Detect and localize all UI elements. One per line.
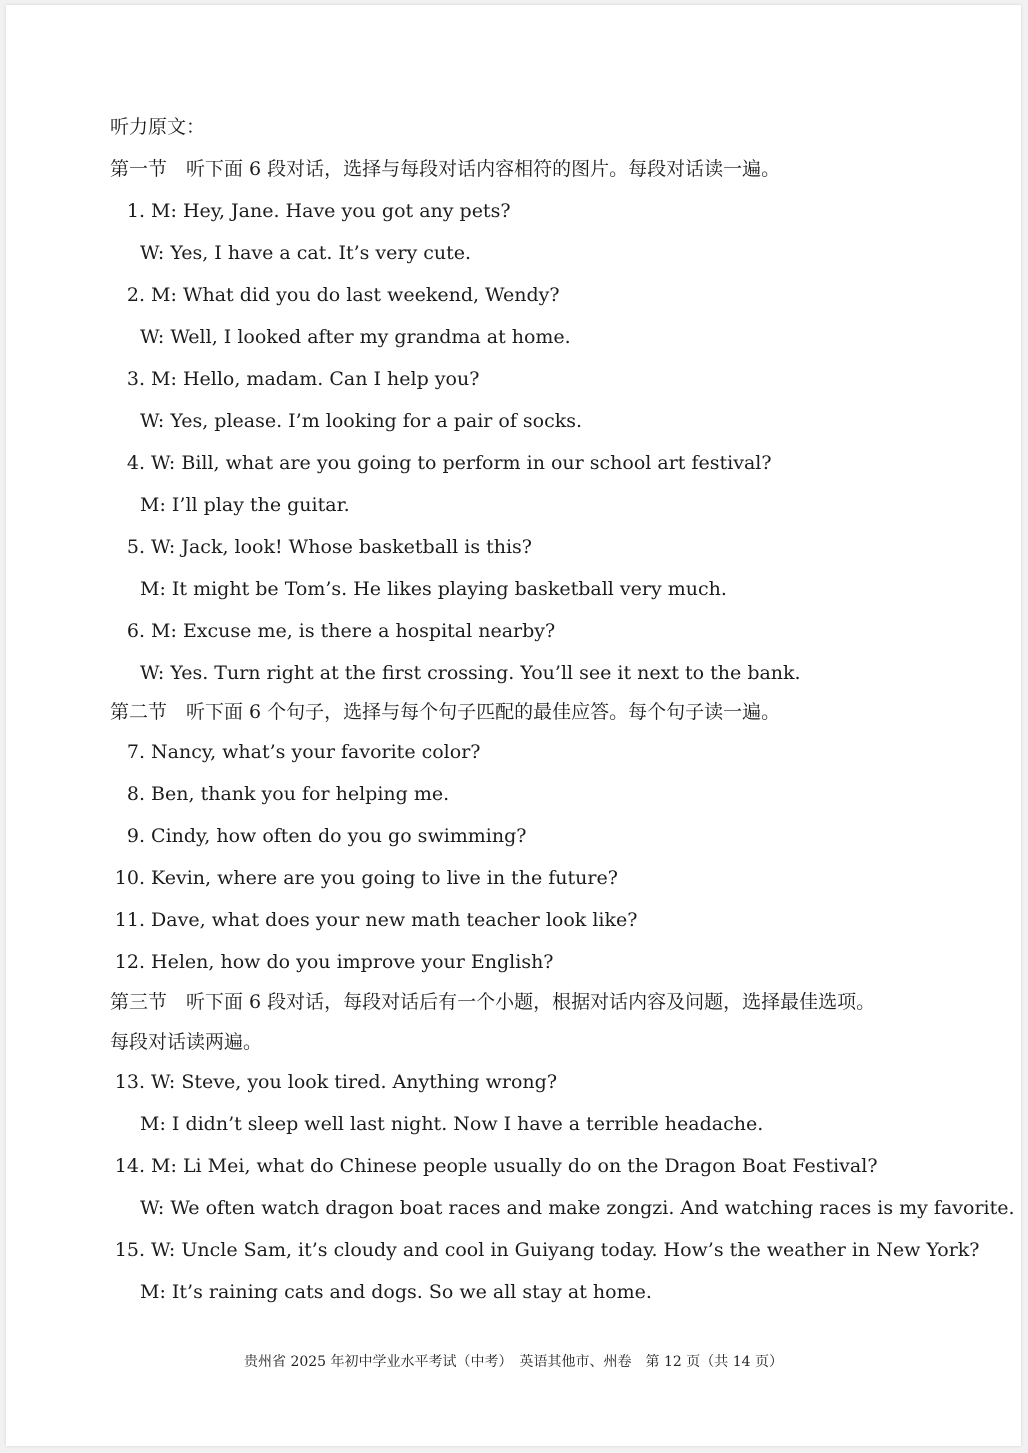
question-5 — [110, 535, 532, 559]
dialogue-line: W: Bill, what are you going to perform in our school art festival? — [151, 452, 772, 474]
question-number: 6. — [126, 620, 145, 642]
dialogue-line: W: Steve, you look tired. Anything wrong? — [151, 1071, 558, 1093]
question-number: 11. — [114, 909, 145, 931]
question-number: 14. — [114, 1155, 145, 1177]
question-number: 3. — [126, 368, 145, 390]
dialogue-response: M: I’ll play the guitar. — [140, 494, 350, 516]
question-number: 5. — [126, 536, 145, 558]
question-number: 4. — [126, 452, 145, 474]
page-footer: 贵州省 2025 年初中学业水平考试（中考） 英语其他市、州卷 第 12 页（共 14 页） — [244, 1354, 783, 1370]
section-3-heading-continued: 每段对话读两遍。 — [110, 1031, 263, 1053]
sentence: Cindy, how often do you go swimming? — [151, 825, 527, 847]
sentence: Dave, what does your new math teacher look like? — [151, 909, 638, 931]
dialogue-line: W: Uncle Sam, it’s cloudy and cool in Guiyang today. How’s the weather in New York? — [151, 1239, 980, 1261]
question-4 — [110, 451, 772, 475]
dialogue-response: M: I didn’t sleep well last night. Now I have a terrible headache. — [140, 1113, 764, 1135]
dialogue-line: M: Hello, madam. Can I help you? — [151, 368, 480, 390]
question-number: 10. — [114, 867, 145, 889]
dialogue-response: W: Yes. Turn right at the first crossing. You’ll see it next to the bank. — [140, 662, 801, 684]
question-9 — [110, 824, 526, 848]
dialogue-response: W: Yes, I have a cat. It’s very cute. — [140, 242, 472, 264]
question-10 — [110, 866, 618, 890]
question-number: 12. — [114, 951, 145, 973]
dialogue-response: M: It’s raining cats and dogs. So we all stay at home. — [140, 1281, 652, 1303]
question-6 — [110, 619, 555, 643]
dialogue-line: W: Jack, look! Whose basketball is this? — [151, 536, 532, 558]
question-13 — [110, 1070, 557, 1094]
sentence: Nancy, what’s your favorite color? — [151, 741, 481, 763]
question-number: 9. — [126, 825, 145, 847]
sentence: Helen, how do you improve your English? — [151, 951, 554, 973]
question-11 — [110, 908, 637, 932]
question-number: 7. — [126, 741, 145, 763]
question-number: 2. — [126, 284, 145, 306]
dialogue-response: W: We often watch dragon boat races and make zongzi. And watching races is my favorite. — [140, 1197, 1015, 1219]
question-15 — [110, 1238, 980, 1262]
question-number: 8. — [126, 783, 145, 805]
document-title: 听力原文： — [110, 116, 206, 138]
question-number: 15. — [114, 1239, 145, 1261]
dialogue-response: W: Yes, please. I’m looking for a pair of socks. — [140, 410, 583, 432]
question-7 — [110, 740, 480, 764]
question-14 — [110, 1154, 878, 1178]
question-number: 13. — [114, 1071, 145, 1093]
question-12 — [110, 950, 554, 974]
sentence: Kevin, where are you going to live in the future? — [151, 867, 618, 889]
section-2-heading: 第二节 听下面 6 个句子，选择与每个句子匹配的最佳应答。每个句子读一遍。 — [110, 701, 781, 723]
dialogue-line: M: Excuse me, is there a hospital nearby? — [151, 620, 556, 642]
dialogue-line: M: What did you do last weekend, Wendy? — [151, 284, 560, 306]
sentence: Ben, thank you for helping me. — [151, 783, 450, 805]
dialogue-response: W: Well, I looked after my grandma at home. — [140, 326, 571, 348]
section-1-heading: 第一节 听下面 6 段对话，选择与每段对话内容相符的图片。每段对话读一遍。 — [110, 158, 781, 180]
dialogue-response: M: It might be Tom’s. He likes playing basketball very much. — [140, 578, 727, 600]
question-1 — [110, 199, 511, 223]
question-3 — [110, 367, 479, 391]
question-2 — [110, 283, 560, 307]
dialogue-line: M: Li Mei, what do Chinese people usually do on the Dragon Boat Festival? — [151, 1155, 878, 1177]
question-8 — [110, 782, 449, 806]
section-3-heading: 第三节 听下面 6 段对话，每段对话后有一个小题，根据对话内容及问题，选择最佳选项。 — [110, 991, 876, 1013]
question-number: 1. — [126, 200, 145, 222]
dialogue-line: M: Hey, Jane. Have you got any pets? — [151, 200, 511, 222]
exam-page — [6, 5, 1021, 1446]
